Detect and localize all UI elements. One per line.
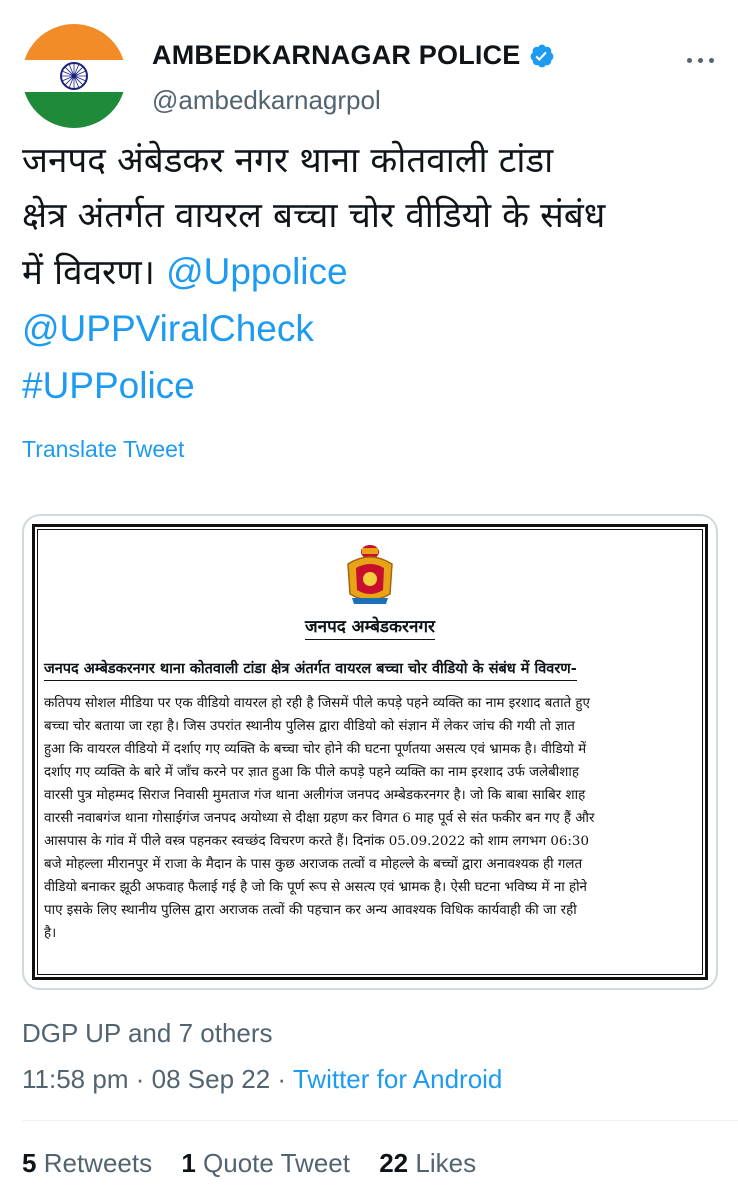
verified-badge-icon: [529, 43, 555, 69]
document-subject: जनपद अम्बेडकरनगर थाना कोतवाली टांडा क्षेत्र अंतर्गत वायरल बच्चा चोर वीडियो के संबंध में विवरण-: [44, 658, 577, 681]
tweet-date[interactable]: 08 Sep 22: [151, 1064, 271, 1094]
document-body-line: कतिपय सोशल मीडिया पर एक वीडियो वायरल हो रही है जिसमें पीले कपड़े पहने व्यक्ति का नाम इरशाद बताते हुए: [44, 696, 590, 711]
avatar[interactable]: [22, 24, 126, 128]
retweets-label: Retweets: [43, 1148, 153, 1178]
tweet-header: [22, 24, 722, 134]
tweet-text-line: [22, 244, 722, 301]
divider: [22, 1120, 738, 1121]
tweet-time[interactable]: 11:58 pm: [22, 1064, 129, 1094]
quotes-count: 1: [181, 1148, 196, 1178]
meta-separator: ·: [135, 1064, 145, 1094]
meta-separator: ·: [277, 1064, 287, 1094]
india-flag-icon: [22, 24, 126, 128]
document-heading: [38, 614, 702, 637]
translate-tweet-link[interactable]: Translate Tweet: [22, 436, 185, 462]
document-body: [44, 692, 696, 945]
document-heading-text: जनपद अम्बेडकरनगर: [305, 617, 435, 640]
tweet-media-image[interactable]: [22, 514, 718, 990]
liked-by-text[interactable]: DGP UP and 7 others: [22, 1018, 273, 1048]
document-body-line: है।: [44, 926, 57, 941]
retweets-count: 5: [22, 1148, 37, 1178]
tweet-text-line: [22, 358, 722, 415]
likes-label: Likes: [415, 1148, 477, 1178]
quotes-stat[interactable]: [181, 1148, 350, 1178]
document-body-line: वारसी पुत्र मोहम्मद सिराज निवासी मुमताज गंज थाना अलीगंज जनपद अम्बेडकरनगर है। जो कि बाबा साबिर शाह: [44, 788, 586, 803]
retweets-stat[interactable]: [22, 1148, 152, 1178]
document-body-line: आसपास के गांव में पीले वस्त्र पहनकर स्वच्छंद विचरण करते हैं। दिनांक 05.09.2022 को शाम लगभग 06:30: [44, 834, 589, 849]
tweet-text-line: [22, 301, 722, 358]
document-image: [32, 524, 708, 980]
tweet-text: [22, 134, 722, 415]
document-body-line: पाए इसके लिए स्थानीय पुलिस द्वारा अराजक तत्वों की पहचान कर अन्य आवश्यक विधिक कार्यवाही की जा रही: [44, 903, 577, 918]
tweet-stats: [22, 1148, 476, 1179]
document-body-line: वारसी नवाबगंज थाना गोसाईगंज जनपद अयोध्या से दीक्षा ग्रहण कर विगत 6 माह पूर्व से संत फकीर बन गए हैं और: [44, 811, 595, 826]
up-police-emblem-icon: [342, 542, 398, 608]
document-frame: [37, 529, 703, 975]
tweet-source-link[interactable]: Twitter for Android: [292, 1064, 503, 1094]
display-name-row[interactable]: [152, 40, 555, 71]
tweet-meta: [22, 1064, 502, 1095]
more-options-icon[interactable]: [678, 40, 722, 80]
document-body-line: हुआ कि वायरल वीडियो में दर्शाए गए व्यक्ति के बच्चा चोर होने की घटना पूर्णतया असत्य एवं भ्रामक है। वीडियो में: [44, 742, 587, 757]
likes-stat[interactable]: [379, 1148, 476, 1178]
tweet-text-line: में विवरण।: [22, 253, 155, 293]
quotes-label: Quote Tweet: [203, 1148, 350, 1178]
hashtag-link[interactable]: #UPPolice: [22, 365, 195, 406]
mention-link[interactable]: @UPPViralCheck: [22, 308, 314, 349]
account-names: [152, 40, 555, 116]
document-body-line: दर्शाए गए व्यक्ति के बारे में जाँच करने पर ज्ञात हुआ कि पीले कपड़े पहने व्यक्ति का नाम इरशाद उर्फ जलेबीशाह: [44, 765, 579, 780]
handle[interactable]: @ambedkarnagrpol: [152, 85, 381, 115]
tweet-text-line: जनपद अंबेडकर नगर थाना कोतवाली टांडा: [22, 141, 554, 181]
mention-link[interactable]: @Uppolice: [166, 251, 348, 292]
document-body-line: वीडियो बनाकर झूठी अफवाह फैलाई गई है जो कि पूर्ण रूप से असत्य एवं भ्रामक है। ऐसी घटना भविष्य में ना होने: [44, 880, 587, 895]
tweet-text-line: क्षेत्र अंतर्गत वायरल बच्चा चोर वीडियो के संबंध: [22, 196, 606, 236]
document-body-line: बच्चा चोर बताया जा रहा है। जिस उपरांत स्थानीय पुलिस द्वारा वीडियो को संज्ञान में लेकर जांच की गयी तो ज्ञात: [44, 719, 575, 734]
document-body-line: बजे मोहल्ला मीरानपुर में राजा के मैदान के पास कुछ अराजक तत्वों व मोहल्ले के बच्चों द्वारा अनावश्यक ही गलत: [44, 857, 583, 872]
display-name[interactable]: AMBEDKARNAGAR POLICE: [152, 40, 521, 70]
likes-count: 22: [379, 1148, 409, 1178]
